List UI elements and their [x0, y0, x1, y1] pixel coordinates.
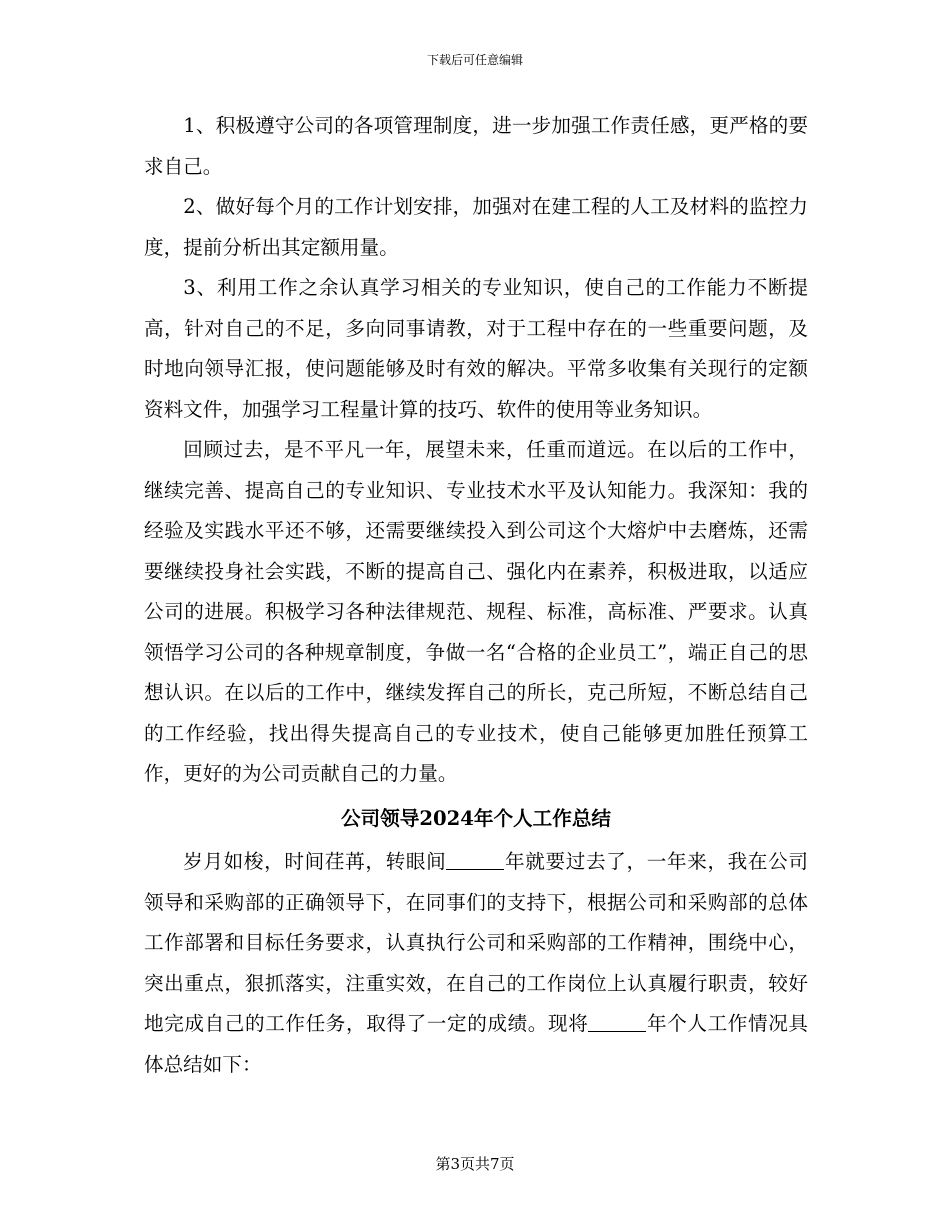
- paragraph: 3、利用工作之余认真学习相关的专业知识，使自己的工作能力不断提高，针对自己的不足，多向同事请教，对于工程中存在的一些重要问题，及时地向领导汇报，使问题能够及时有效的解决。平常多收集有关现行的定额资料文件，加强学习工程量计算的技巧、软件的使用等业务知识。: [144, 276, 808, 421]
- paragraph-text: 岁月如梭，时间荏苒，转眼间: [183, 850, 447, 873]
- paragraph: 1、积极遵守公司的各项管理制度，进一步加强工作责任感，更严格的要求自己。: [144, 114, 808, 178]
- page-footer: 第3页共7页: [435, 1155, 515, 1173]
- page-header-note: 下载后可任意编辑: [426, 53, 523, 67]
- paragraph: [144, 842, 808, 1085]
- paragraph-text: 年个人工作情况具体总结如下：: [144, 1012, 809, 1076]
- section-title: 公司领导2024年个人工作总结: [340, 806, 612, 830]
- paragraph-text: 年就要过去了，一年来，我在公司领导和采购部的正确领导下，在同事们的支持下，根据公司和采购部的总体工作部署和目标任务要求，认真执行公司和采购部的工作精神，围绕中心，突出重点，狠抓落实，注重实效，在自己的工作岗位上认真履行职责，较好地完成自己的工作任务，取得了一定的成绩。现将: [144, 850, 809, 1035]
- paragraph: 回顾过去，是不平凡一年，展望未来，任重而道远。在以后的工作中，继续完善、提高自己的专业知识、专业技术水平及认知能力。我深知：我的经验及实践水平还不够，还需要继续投入到公司这个大熔炉中去磨炼，还需要继续投身社会实践，不断的提高自己、强化内在素养，积极进取，以适应公司的进展。积极学习各种法律规范、规程、标准，高标准、严要求。认真领悟学习公司的各种规章制度，争做一名“合格的企业员工”，端正自己的思想认识。在以后的工作中，继续发挥自己的所长，克己所短，不断总结自己的工作经验，找出得失提高自己的专业技术，使自己能够更加胜任预算工作，更好的为公司贡献自己的力量。: [144, 438, 808, 785]
- document-body: [144, 106, 808, 1085]
- fill-in-blank: [446, 849, 504, 870]
- fill-in-blank: [588, 1011, 646, 1032]
- paragraph: 2、做好每个月的工作计划安排，加强对在建工程的人工及材料的监控力度，提前分析出其定额用量。: [144, 195, 808, 259]
